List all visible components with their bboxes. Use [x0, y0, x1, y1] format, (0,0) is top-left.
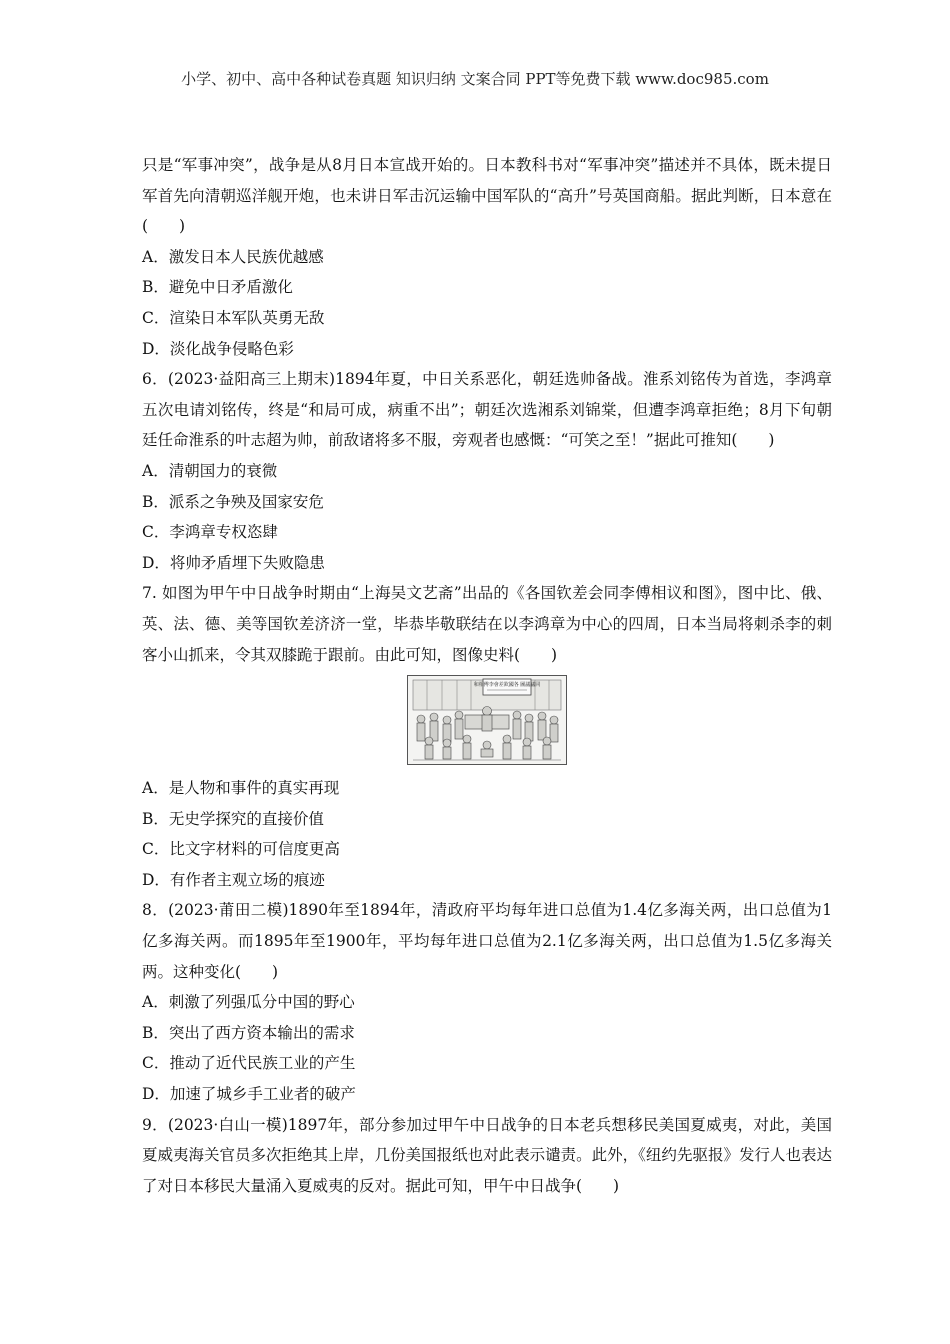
q5-option-b: B．避免中日矛盾激化 [142, 278, 293, 297]
q7-option-c: C．比文字材料的可信度更高 [142, 840, 340, 859]
historical-illustration [407, 675, 567, 765]
question-6-stem: 6．(2023·益阳高三上期末)1894年夏，中日关系恶化，朝廷选帅备战。淮系刘铭传为首选，李鸿章五次电请刘铭传，终是“和局可成，病重不出”；朝廷次选湘系刘锦棠，但遭李鸿章拒绝；8月下旬朝廷任命淮系的叶志超为帅，前敌诸将多不服，旁观者也感慨：“可笑之至！”据此可推知( ) [142, 370, 832, 450]
question-7-stem: 7. 如图为甲午中日战争时期由“上海吴文艺斋”出品的《各国钦差会同李傅相议和图》，图中比、俄、英、法、德、美等国钦差济济一堂，毕恭毕敬联结在以李鸿章为中心的四周，日本当局将刺杀李的刺客小山抓来，令其双膝跪于跟前。由此可知，图像史料( ) [142, 584, 832, 664]
page-header: 小学、初中、高中各种试卷真题 知识归纳 文案合同 PPT等免费下载 www.doc985.com [181, 70, 769, 88]
q6-option-b: B．派系之争殃及国家安危 [142, 492, 324, 511]
q8-option-c: C．推动了近代民族工业的产生 [142, 1054, 356, 1073]
q6-option-a: A．清朝国力的衰微 [142, 461, 278, 480]
q7-option-b: B．无史学探究的直接价值 [142, 809, 324, 828]
q8-option-a: A．刺激了列强瓜分中国的野心 [142, 993, 355, 1012]
q6-option-c: C．李鸿章专权恣肆 [142, 523, 278, 542]
question-9-stem: 9．(2023·白山一模)1897年，部分参加过甲午中日战争的日本老兵想移民美国夏威夷，对此，美国夏威夷海关官员多次拒绝其上岸，几份美国报纸也对此表示谴责。此外，《纽约先驱报》发行人也表达了对日本移民大量涌入夏威夷的反对。据此可知，甲午中日战争( ) [142, 1115, 832, 1195]
document-body [142, 150, 832, 1201]
question-8-stem: 8．(2023·莆田二模)1890年至1894年，清政府平均每年进口总值为1.4亿多海关两，出口总值为1亿多海关两。而1895年至1900年，平均每年进口总值为2.1亿多海关两，出口总值为1.5亿多海关两。这种变化( ) [142, 901, 832, 981]
q7-option-a: A．是人物和事件的真实再现 [142, 779, 340, 798]
q6-option-d: D．将帅矛盾埋下失败隐患 [142, 553, 325, 572]
q5-option-c: C．渲染日本军队英勇无敌 [142, 308, 325, 327]
q5-option-d: D．淡化战争侵略色彩 [142, 339, 294, 358]
question-5-stem: 只是“军事冲突”，战争是从8月日本宣战开始的。日本教科书对“军事冲突”描述并不具体，既未提日军首先向清朝巡洋舰开炮，也未讲日军击沉运输中国军队的“高升”号英国商船。据此判断，日本意在( ) [142, 156, 832, 236]
q8-option-d: D．加速了城乡手工业者的破产 [142, 1085, 356, 1104]
figure-inscription: 和相傅李會差欽國各 圖議議同 [473, 682, 541, 689]
q8-option-b: B．突出了西方资本输出的需求 [142, 1023, 355, 1042]
historical-illustration-figure [142, 675, 832, 765]
q5-option-a: A．激发日本人民族优越感 [142, 247, 324, 266]
q7-option-d: D．有作者主观立场的痕迹 [142, 870, 325, 889]
